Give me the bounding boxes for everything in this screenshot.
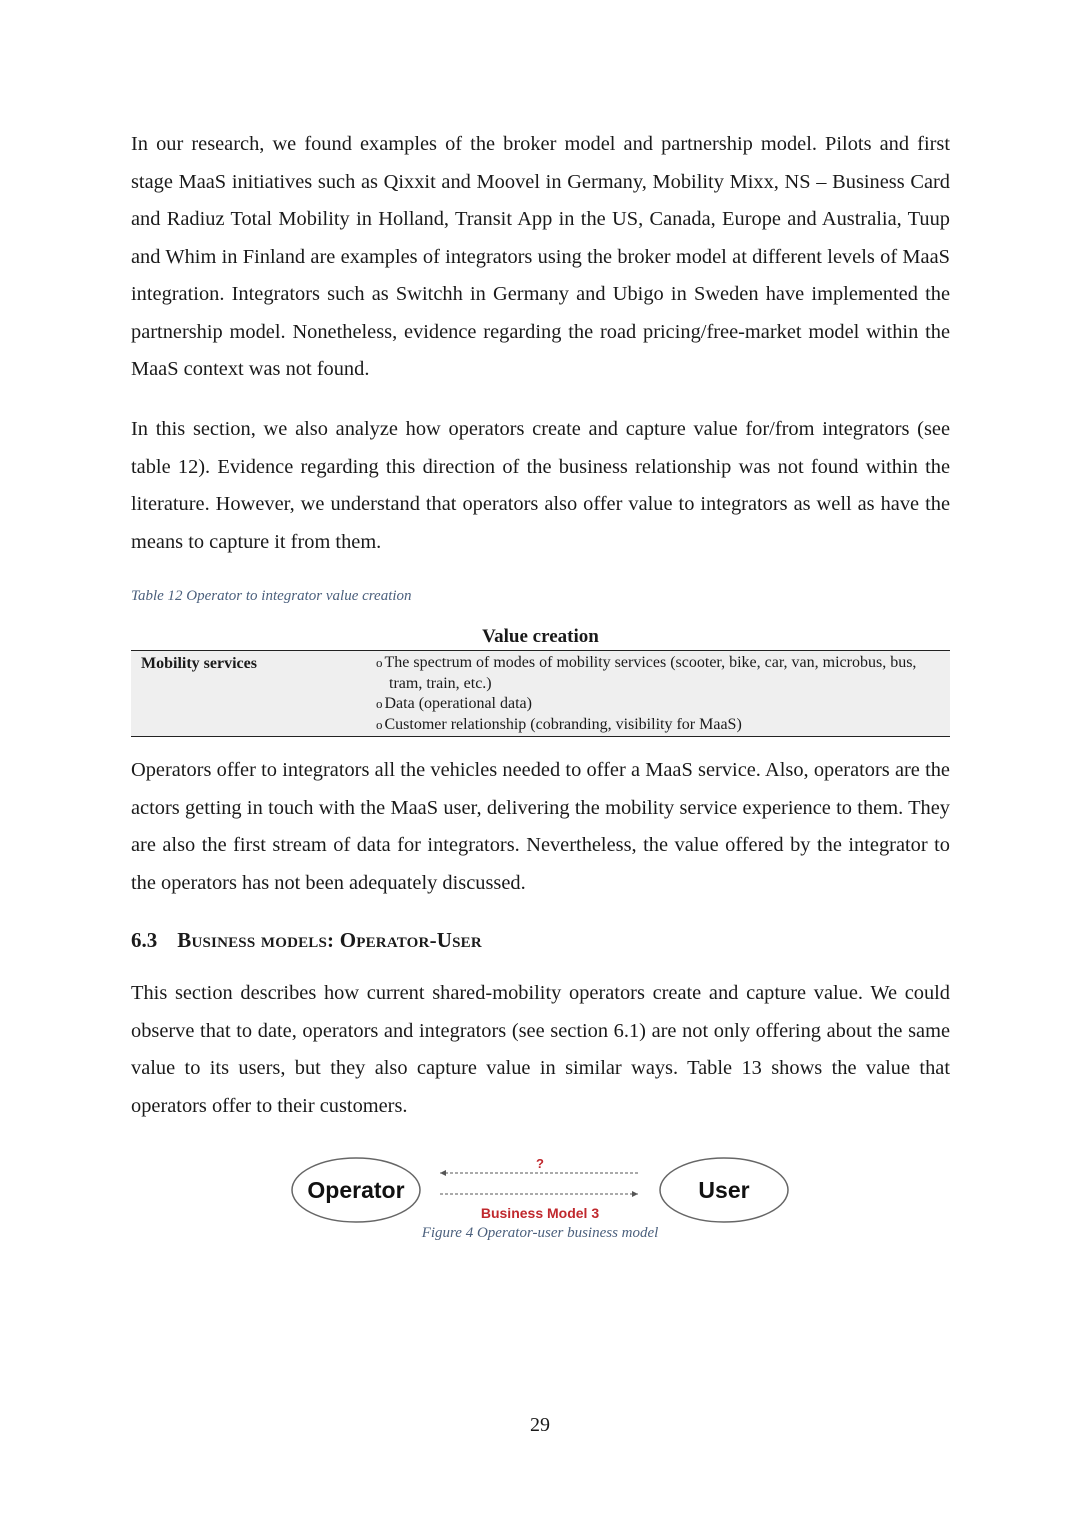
- bullet-icon: o: [376, 655, 383, 670]
- paragraph-broker-partnership: In our research, we found examples of the broker model and partnership model. Pilots and first stage MaaS initiatives such as Qixxit and Moovel in Germany, Mobility Mixx, NS – Business Card and Radiuz Total Mobility in Holland, Transit App in the US, Canada, Europe and Australia, Tuup and Whim in Finland are examples of integrators using the broker model at different levels of MaaS integration. Integrators such as Switchh in Germany and Ubigo in Sweden have implemented the partnership model. Nonetheless, evidence regarding the road pricing/free-market model within the MaaS context was not found.: [131, 133, 950, 380]
- page-number: 29: [530, 1414, 550, 1436]
- section-title: Business models: Operator-User: [177, 928, 482, 952]
- question-mark: ?: [536, 1156, 544, 1171]
- business-model-label: Business Model 3: [480, 1205, 600, 1221]
- paragraph-operator-integrator: In this section, we also analyze how operators create and capture value for/from integrators (see table 12). Evidence regarding this direction of the business relationship was not found within the literature. However, we understand that operators also offer value to integrators as well as have the means to capture it from them.: [131, 418, 950, 553]
- table-row: [131, 650, 950, 737]
- table-caption: Table 12 Operator to integrator value creation: [131, 588, 412, 604]
- value-list: [376, 653, 950, 735]
- value-creation-table: [131, 624, 950, 737]
- paragraph-operators-offer: Operators offer to integrators all the vehicles needed to offer a MaaS service. Also, operators are the actors getting in touch with the MaaS user, delivering the mobility service experience to them. They are also the first stream of data for integrators. Nevertheless, the value offered by the integrator to the operators has not been adequately discussed.: [131, 759, 950, 894]
- operator-user-diagram: [288, 1148, 792, 1228]
- list-item: o Data (operational data): [376, 695, 532, 712]
- bullet-icon: o: [376, 716, 383, 732]
- bullet-icon: o: [376, 696, 383, 711]
- section-number: 6.3: [131, 928, 158, 952]
- operator-label: Operator: [307, 1177, 405, 1203]
- user-label: User: [698, 1177, 750, 1203]
- section-heading: [131, 928, 950, 953]
- table-header: Value creation: [482, 626, 599, 647]
- paragraph-operator-user: This section describes how current shared-mobility operators create and capture value. We could observe that to date, operators and integrators (see section 6.1) are not only offering about the same value to its users, but they also capture value in similar ways. Table 13 shows the value that operators offer to their customers.: [131, 982, 950, 1117]
- list-item: o The spectrum of modes of mobility services (scooter, bike, car, van, microbus, bus, tram, train, etc.): [376, 654, 917, 692]
- row-label: Mobility services: [141, 655, 257, 672]
- list-item: o Customer relationship (cobranding, visibility for MaaS): [376, 715, 742, 733]
- figure-caption: Figure 4 Operator-user business model: [421, 1225, 659, 1241]
